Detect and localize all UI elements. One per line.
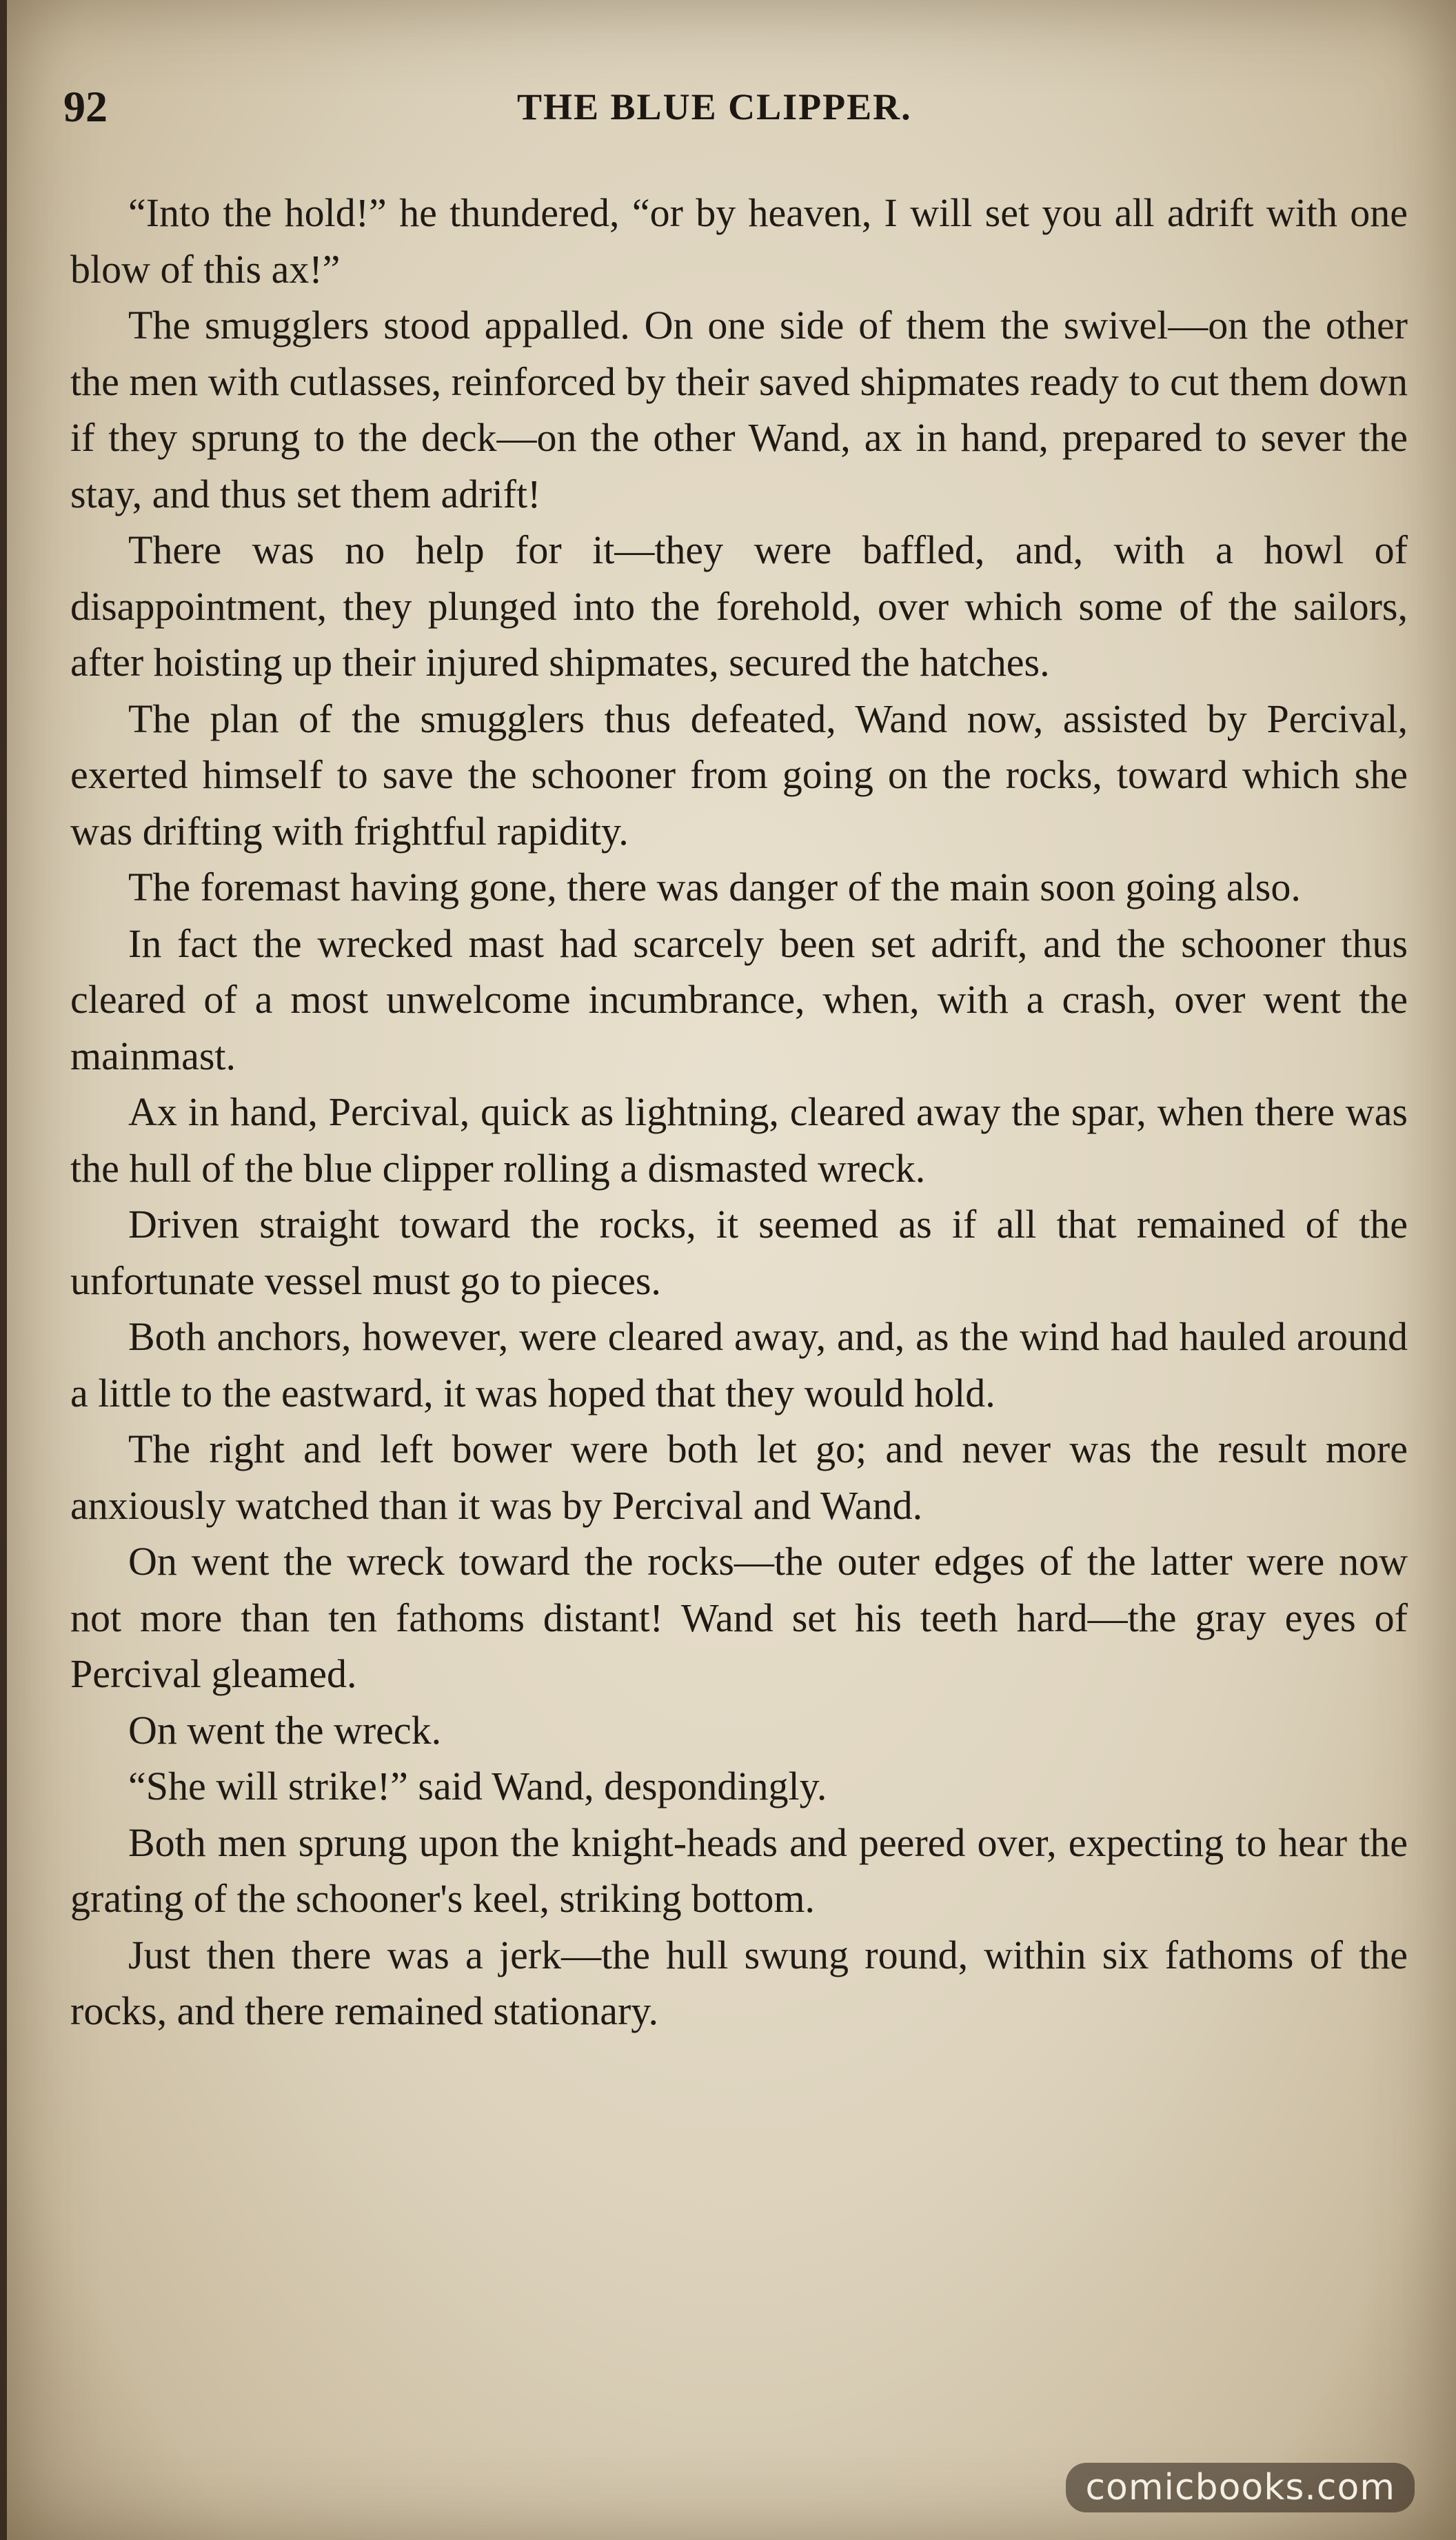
paragraph: The right and left bower were both let go; and never was the result more anxiously watched than it was by Percival and Wand. [70,1427,1408,1528]
book-page [7,0,1456,2540]
paragraph: Both anchors, however, were cleared away, and, as the wind had hauled around a little to the eastward, it was hoped that they would hold. [70,1314,1408,1415]
paragraph: Both men sprung upon the knight-heads and peered over, expecting to hear the grating of the schooner's keel, striking bottom. [70,1820,1408,1921]
paragraph: The smugglers stood appalled. On one side of them the swivel—on the other the men with cutlasses, reinforced by their saved shipmates ready to cut them down if they sprung to the deck—on the other Wand, ax in hand, prepared to sever the stay, and thus set them adrift! [70,303,1408,516]
paragraph: Just then there was a jerk—the hull swung round, within six fathoms of the rocks, and there remained stationary. [70,1932,1408,2033]
paragraph: Driven straight toward the rocks, it seemed as if all that remained of the unfortunate vessel must go to pieces. [70,1202,1408,1303]
page-number: 92 [63,82,108,131]
paragraph: In fact the wrecked mast had scarcely been set adrift, and the schooner thus cleared of a most unwelcome incumbrance, when, with a crash, over went the mainmast. [70,920,1408,1078]
watermark: comicbooks.com [1066,2463,1415,2512]
paragraph: The plan of the smugglers thus defeated, Wand now, assisted by Percival, exerted himself to save the schooner from going on the rocks, toward which she was drifting with frightful rapidity. [70,696,1408,854]
running-title: THE BLUE CLIPPER. [517,86,912,128]
paragraph: “She will strike!” said Wand, despondingly. [128,1764,827,1808]
paragraph: On went the wreck. [128,1707,442,1753]
body-text [70,185,1408,2039]
paragraph: On went the wreck toward the rocks—the outer edges of the latter were now not more than ten fathoms distant! Wand set his teeth hard—the gray eyes of Percival gleamed. [70,1539,1408,1696]
paragraph: “Into the hold!” he thundered, “or by heaven, I will set you all adrift with one blow of this ax!” [70,190,1408,292]
paragraph: There was no help for it—they were baffled, and, with a howl of disappointment, they plunged into the forehold, over which some of the sailors, after hoisting up their injured shipmates, secured the hatches. [70,527,1408,685]
paragraph: Ax in hand, Percival, quick as lightning, cleared away the spar, when there was the hull of the blue clipper rolling a dismasted wreck. [70,1089,1408,1191]
running-head [7,81,1456,130]
paragraph: The foremast having gone, there was danger of the main soon going also. [128,865,1301,909]
